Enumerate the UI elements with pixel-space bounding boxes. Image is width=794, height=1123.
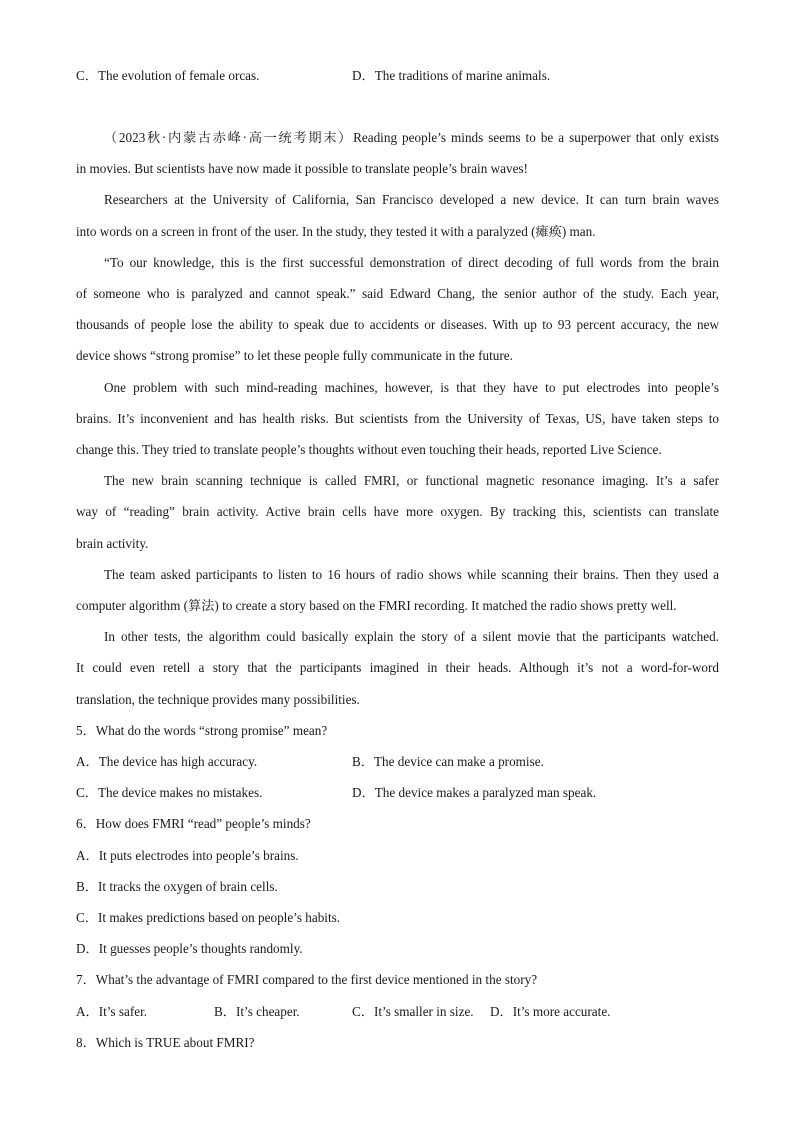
passage-p1-line1: （2023秋·内蒙古赤峰·高一统考期末）Reading people’s minds seems to be a superpower that only exists: [104, 130, 719, 145]
passage-p5-line1: The new brain scanning technique is called FMRI, or functional magnetic resonance imaging. It’s a safer: [104, 473, 719, 488]
question-7-option-c: C．It’s smaller in size.: [352, 1004, 474, 1019]
passage-p4-line1: One problem with such mind-reading machines, however, is that they have to put electrodes into people’s: [104, 380, 719, 395]
passage-p7-line2: It could even retell a story that the participants imagined in their heads. Although it’s not a word-for-word: [76, 660, 719, 675]
question-6-option-a: A．It puts electrodes into people’s brains.: [76, 848, 299, 863]
question-5-option-d: D．The device makes a paralyzed man speak.: [352, 785, 597, 800]
question-5-option-a: A．The device has high accuracy.: [76, 754, 258, 769]
question-5-stem: 5．What do the words “strong promise” mean?: [76, 723, 328, 738]
question-7-option-d: D．It’s more accurate.: [490, 1004, 611, 1019]
question-6-option-b: B．It tracks the oxygen of brain cells.: [76, 879, 278, 894]
question-8-stem: 8．Which is TRUE about FMRI?: [76, 1035, 255, 1050]
passage-p3-line1: “To our knowledge, this is the first successful demonstration of direct decoding of full words from the brain: [104, 255, 719, 270]
prev-option-d: D．The traditions of marine animals.: [352, 68, 551, 83]
passage-p5-line2: way of “reading” brain activity. Active brain cells have more oxygen. By tracking this, scientists can translate: [76, 504, 719, 519]
passage-p3-line4: device shows “strong promise” to let these people fully communicate in the future.: [76, 348, 513, 363]
passage-p7-line3: translation, the technique provides many possibilities.: [76, 692, 360, 707]
passage-p5-line3: brain activity.: [76, 536, 149, 551]
passage-p3-line3: thousands of people lose the ability to speak due to accidents or diseases. With up to 93 percent accuracy, the new: [76, 317, 719, 332]
passage-p6-line2: computer algorithm (算法) to create a story based on the FMRI recording. It matched the radio shows pretty well.: [76, 598, 677, 613]
passage-p6-line1: The team asked participants to listen to 16 hours of radio shows while scanning their brains. Then they used a: [104, 567, 719, 582]
question-7-stem: 7．What’s the advantage of FMRI compared to the first device mentioned in the story?: [76, 972, 538, 987]
passage-p3-line2: of someone who is paralyzed and cannot speak.” said Edward Chang, the senior author of the study. Each year,: [76, 286, 719, 301]
passage-p7-line1: In other tests, the algorithm could basically explain the story of a silent movie that the participants watched.: [104, 629, 719, 644]
prev-option-c: C．The evolution of female orcas.: [76, 68, 260, 83]
question-6-option-d: D．It guesses people’s thoughts randomly.: [76, 941, 303, 956]
question-5-option-b: B．The device can make a promise.: [352, 754, 544, 769]
passage-p4-line3: change this. They tried to translate people’s thoughts without even touching their heads, reported Live Science.: [76, 442, 662, 457]
passage-p1-line2: in movies. But scientists have now made it possible to translate people’s brain waves!: [76, 161, 528, 176]
passage-p4-line2: brains. It’s inconvenient and has health risks. But scientists from the University of Texas, US, have taken steps to: [76, 411, 719, 426]
question-7-option-a: A．It’s safer.: [76, 1004, 148, 1019]
question-7-option-b: B．It’s cheaper.: [214, 1004, 300, 1019]
passage-p2-line2: into words on a screen in front of the user. In the study, they tested it with a paralyzed (瘫痪) man.: [76, 224, 596, 239]
question-6-stem: 6．How does FMRI “read” people’s minds?: [76, 816, 311, 831]
passage-p2-line1: Researchers at the University of California, San Francisco developed a new device. It can turn brain waves: [104, 192, 719, 207]
question-6-option-c: C．It makes predictions based on people’s habits.: [76, 910, 341, 925]
question-5-option-c: C．The device makes no mistakes.: [76, 785, 263, 800]
